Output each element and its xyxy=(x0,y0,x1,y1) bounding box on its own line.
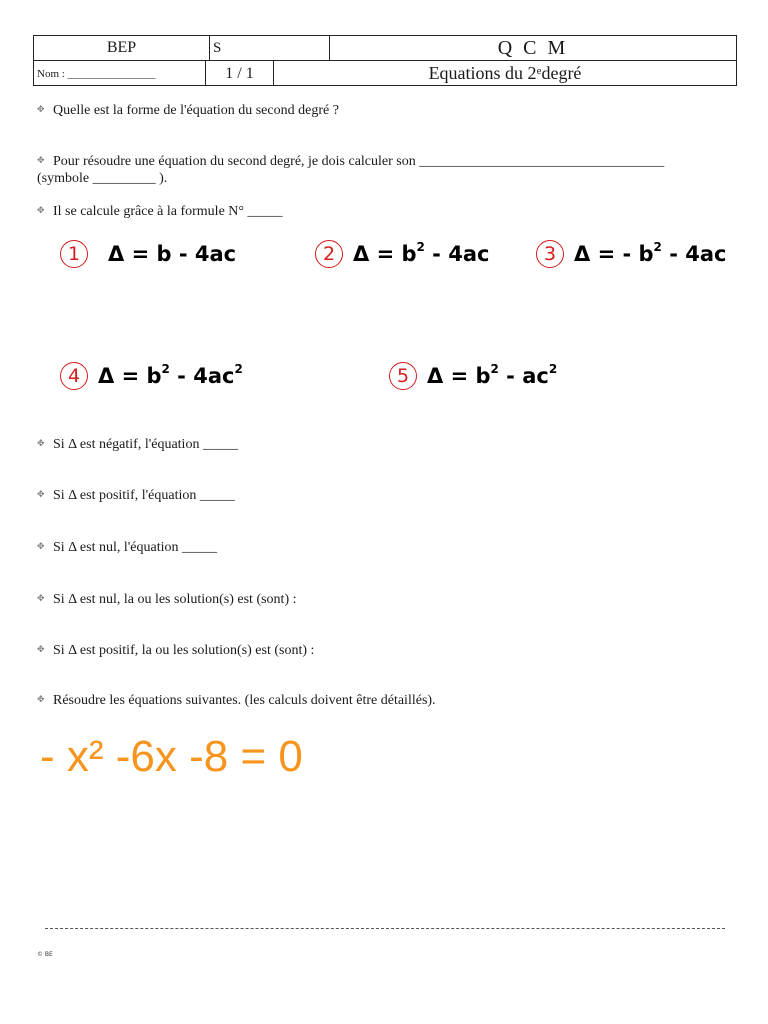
formula-3 xyxy=(574,242,726,266)
formula-1-text: Δ = b - 4ac xyxy=(108,242,237,266)
level-cell: BEP xyxy=(34,36,210,61)
formula-4-text: Δ = b xyxy=(98,364,162,388)
formula-4 xyxy=(98,364,243,388)
circled-number-3: 3 xyxy=(536,240,564,268)
bullet-icon: ✥ xyxy=(37,490,45,500)
question-2-line2: (symbole _________ ). xyxy=(37,171,168,186)
question-5 xyxy=(37,486,235,505)
formula-option-4[interactable] xyxy=(60,362,243,390)
circled-number-5: 5 xyxy=(389,362,417,390)
title-end: degré xyxy=(541,63,582,83)
copyright-text: © BE xyxy=(37,951,53,958)
question-8-text: Si Δ est positif, la ou les solution(s) est (sont) : xyxy=(53,643,315,658)
formula-3-tail: - 4ac xyxy=(661,242,727,266)
title-sup: e xyxy=(536,64,542,77)
equation-to-solve: - x² -6x -8 = 0 xyxy=(40,732,303,781)
formula-3-exp: 2 xyxy=(653,240,662,254)
formula-5-tail: - ac xyxy=(498,364,549,388)
header-table xyxy=(33,35,737,86)
question-1 xyxy=(37,101,339,120)
formula-5-exp: 2 xyxy=(490,362,499,376)
circled-number-1: 1 xyxy=(60,240,88,268)
question-6-text: Si Δ est nul, l'équation _____ xyxy=(53,540,217,555)
formula-1 xyxy=(108,242,236,266)
bullet-icon: ✥ xyxy=(37,439,45,449)
bullet-icon: ✥ xyxy=(37,594,45,604)
title-main: Equations du 2 xyxy=(428,63,537,83)
circled-number-2: 2 xyxy=(315,240,343,268)
formula-2-exp: 2 xyxy=(416,240,425,254)
doc-title xyxy=(274,61,736,86)
name-field[interactable]: Nom : ________________ xyxy=(34,61,206,86)
question-4-text: Si Δ est négatif, l'équation _____ xyxy=(53,437,238,452)
formula-option-2[interactable] xyxy=(315,240,489,268)
formula-2-tail: - 4ac xyxy=(424,242,490,266)
formula-option-5[interactable] xyxy=(389,362,557,390)
question-6 xyxy=(37,538,217,557)
question-3-text: Il se calcule grâce à la formule N° _____ xyxy=(53,204,283,219)
formula-2-text: Δ = b xyxy=(353,242,417,266)
page-number: 1 / 1 xyxy=(206,61,274,86)
question-2-text: Pour résoudre une équation du second degré, je dois calculer son ___________________________________ xyxy=(53,154,665,169)
formula-option-3[interactable] xyxy=(536,240,726,268)
bullet-icon: ✥ xyxy=(37,105,45,115)
formula-4-exp2: 2 xyxy=(234,362,243,376)
question-9-text: Résoudre les équations suivantes. (les calculs doivent être détaillés). xyxy=(53,693,436,708)
bullet-icon: ✥ xyxy=(37,156,45,166)
formula-5 xyxy=(427,364,557,388)
section-cell: S xyxy=(210,36,330,61)
bullet-icon: ✥ xyxy=(37,695,45,705)
question-8 xyxy=(37,641,314,660)
circled-number-4: 4 xyxy=(60,362,88,390)
question-4 xyxy=(37,435,238,454)
question-9 xyxy=(37,691,436,710)
bullet-icon: ✥ xyxy=(37,542,45,552)
question-7-text: Si Δ est nul, la ou les solution(s) est (sont) : xyxy=(53,592,297,607)
question-7 xyxy=(37,590,297,609)
footer-divider xyxy=(45,928,725,929)
question-1-text: Quelle est la forme de l'équation du second degré ? xyxy=(53,103,339,118)
formula-4-tail: - 4ac xyxy=(169,364,235,388)
formula-5-text: Δ = b xyxy=(427,364,491,388)
formula-3-text: Δ = - b xyxy=(574,242,654,266)
formula-5-exp2: 2 xyxy=(548,362,558,376)
question-5-text: Si Δ est positif, l'équation _____ xyxy=(53,488,235,503)
formula-4-exp: 2 xyxy=(161,362,170,376)
formula-option-1[interactable] xyxy=(60,240,236,268)
formula-2 xyxy=(353,242,489,266)
bullet-icon: ✥ xyxy=(37,206,45,216)
doc-type-cell: Q C M xyxy=(330,36,736,61)
question-3 xyxy=(37,202,283,221)
bullet-icon: ✥ xyxy=(37,645,45,655)
